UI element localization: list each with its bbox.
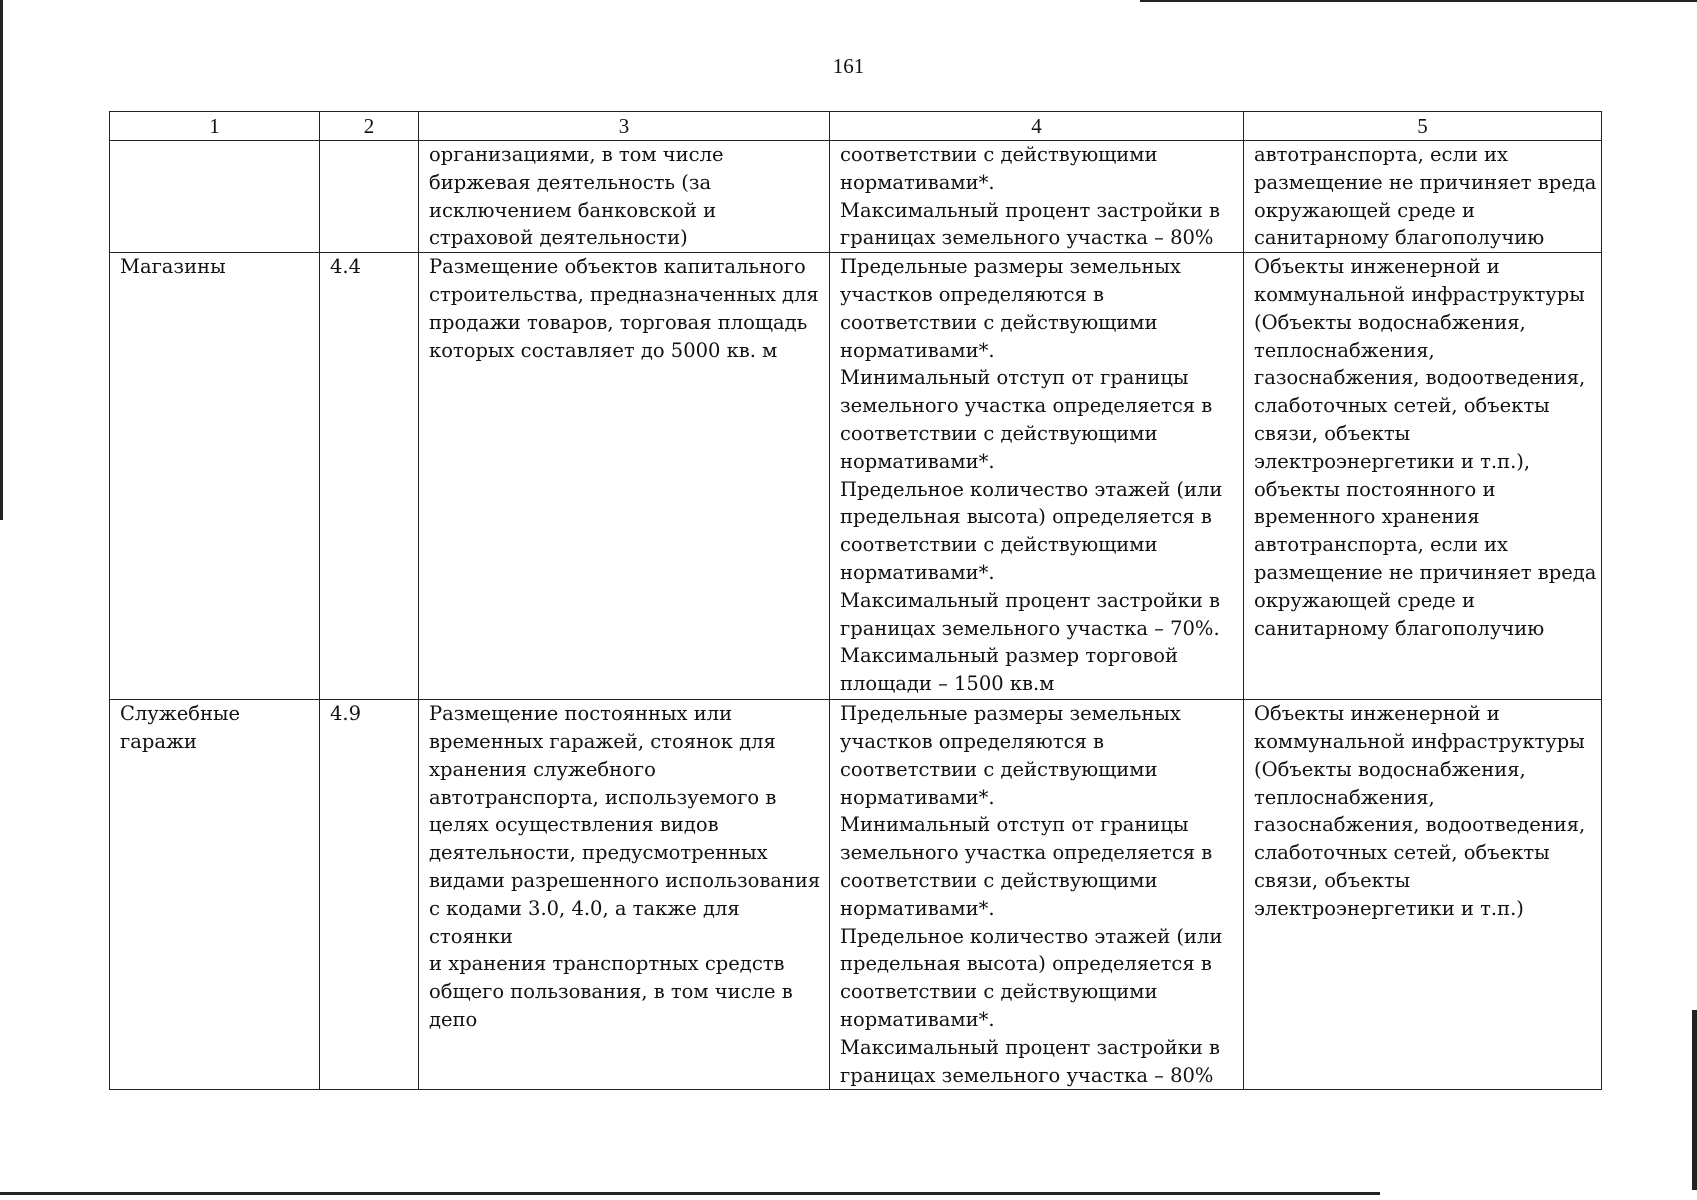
parameters-cell: соответствии с действующими нормативами*. Максимальный процент застройки в границах земельного участка – 80% <box>830 141 1244 253</box>
column-header-1: 1 <box>110 112 320 141</box>
scan-border-top <box>1140 0 1697 2</box>
use-name-cell: Служебные гаражи <box>110 700 320 1090</box>
use-description-cell: Размещение постоянных или временных гаражей, стоянок для хранения служебного автотранспорта, используемого в целях осуществления видов деятельности, предусмотренных видами разрешенного использования с кодами 3.0, 4.0, а также для стоянки и хранения транспортных средств общего пользования, в том числе в депо <box>419 700 830 1090</box>
table-row <box>110 700 1602 1090</box>
scan-border-bottom <box>0 1192 1380 1195</box>
page-number: 161 <box>832 54 865 78</box>
column-header-2: 2 <box>320 112 419 141</box>
scan-border-right <box>1692 1010 1697 1190</box>
auxiliary-uses-cell: автотранспорта, если их размещение не причиняет вреда окружающей среде и санитарному благополучию <box>1244 141 1602 253</box>
scan-border-left <box>0 0 3 520</box>
table-row <box>110 253 1602 700</box>
use-description-cell: организациями, в том числе биржевая деятельность (за исключением банковской и страховой деятельности) <box>419 141 830 253</box>
parameters-cell: Предельные размеры земельных участков определяются в соответствии с действующими нормативами*. Минимальный отступ от границы земельного участка определяется в соответствии с действующими нормативами*. Предельное количество этажей (или предельная высота) определяется в соответствии с действующими нормативами*. Максимальный процент застройки в границах земельного участка – 70%. Максимальный размер торговой площади – 1500 кв.м <box>830 253 1244 700</box>
header-row <box>110 112 1602 141</box>
column-header-3: 3 <box>419 112 830 141</box>
use-name-cell <box>110 141 320 253</box>
column-header-5: 5 <box>1244 112 1602 141</box>
use-name-cell: Магазины <box>110 253 320 700</box>
column-header-4: 4 <box>830 112 1244 141</box>
use-code-cell: 4.4 <box>320 253 419 700</box>
use-code-cell: 4.9 <box>320 700 419 1090</box>
use-code-cell <box>320 141 419 253</box>
auxiliary-uses-cell: Объекты инженерной и коммунальной инфраструктуры (Объекты водоснабжения, теплоснабжения, газоснабжения, водоотведения, слаботочных сетей, объекты связи, объекты электроэнергетики и т.п.), объекты постоянного и временного хранения автотранспорта, если их размещение не причиняет вреда окружающей среде и санитарному благополучию <box>1244 253 1602 700</box>
parameters-cell: Предельные размеры земельных участков определяются в соответствии с действующими нормативами*. Минимальный отступ от границы земельного участка определяется в соответствии с действующими нормативами*. Предельное количество этажей (или предельная высота) определяется в соответствии с действующими нормативами*. Максимальный процент застройки в границах земельного участка – 80% <box>830 700 1244 1090</box>
use-description-cell: Размещение объектов капитального строительства, предназначенных для продажи товаров, торговая площадь которых составляет до 5000 кв. м <box>419 253 830 700</box>
auxiliary-uses-cell: Объекты инженерной и коммунальной инфраструктуры (Объекты водоснабжения, теплоснабжения, газоснабжения, водоотведения, слаботочных сетей, объекты связи, объекты электроэнергетики и т.п.) <box>1244 700 1602 1090</box>
table-row <box>110 141 1602 253</box>
zoning-table <box>109 111 1602 1090</box>
